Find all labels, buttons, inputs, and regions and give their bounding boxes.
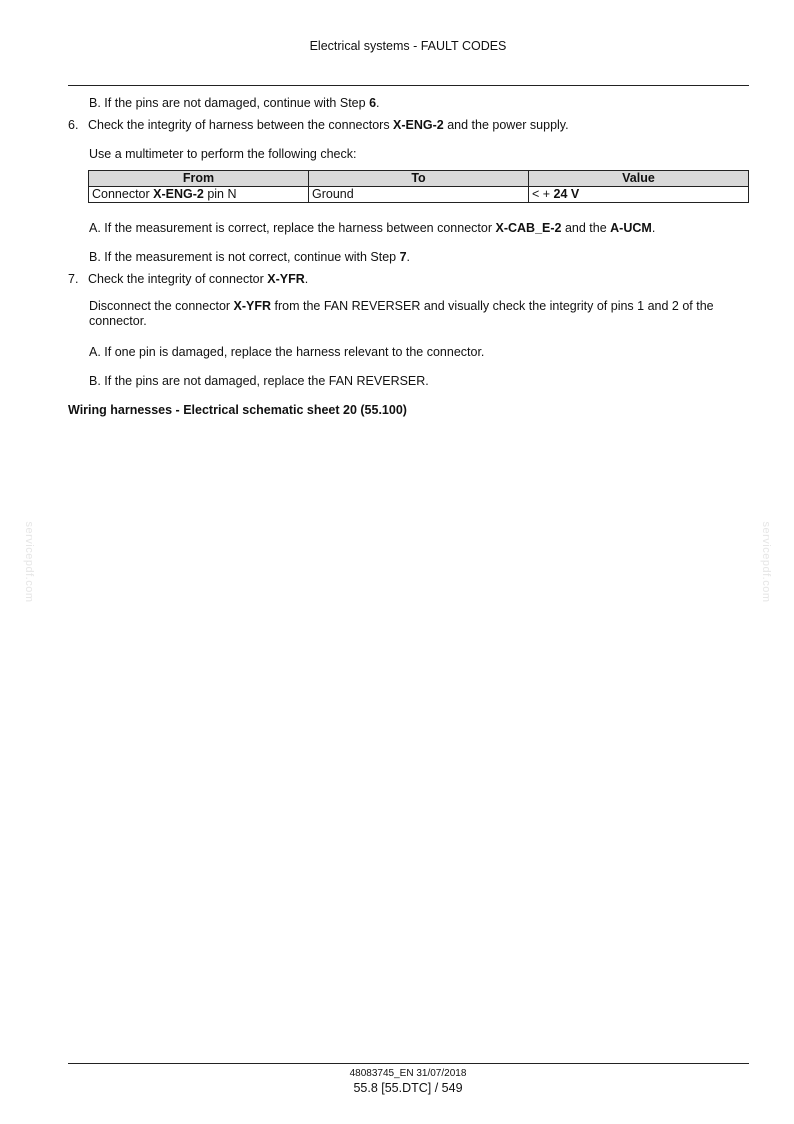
page-number: 55.8 [55.DTC] / 549 xyxy=(353,1081,463,1095)
option-text: If the pins are not damaged, continue with Step xyxy=(104,96,370,110)
step-6-option-b: B. If the measurement is not correct, continue with Step 7. xyxy=(89,250,411,264)
option-marker: A. xyxy=(89,221,101,235)
step-6-heading: 6. Check the integrity of harness between the connectors X-ENG-2 and the power supply. xyxy=(68,118,569,132)
step-7-paragraph: Disconnect the connector X-YFR from the FAN REVERSER and visually check the integrity of pins 1 and 2 of the connector. xyxy=(89,299,714,328)
connector-label: X-CAB_E-2 xyxy=(495,221,562,235)
step-number: 7. xyxy=(68,272,79,286)
page-header-title: Electrical systems - FAULT CODES xyxy=(309,39,507,53)
column-header-value: Value xyxy=(529,171,749,187)
column-header-to: To xyxy=(309,171,529,187)
footer-divider xyxy=(68,1063,749,1064)
step-7-option-a: A. If one pin is damaged, replace the harness relevant to the connector. xyxy=(89,345,485,359)
multimeter-check-table xyxy=(88,170,749,203)
step-6-instruction: Use a multimeter to perform the following check: xyxy=(89,147,357,161)
connector-label: X-YFR xyxy=(267,272,305,286)
option-marker: B. xyxy=(89,250,101,264)
cell-from: Connector X-ENG-2 pin N xyxy=(89,187,309,203)
connector-label: X-YFR xyxy=(233,299,272,313)
cell-to: Ground xyxy=(309,187,529,203)
step-5-option-b: B. If the pins are not damaged, continue with Step 6. xyxy=(89,96,380,110)
cell-value: < + 24 V xyxy=(529,187,749,203)
step-reference: 6 xyxy=(369,96,377,110)
watermark-right: servicepdf.com xyxy=(760,521,773,603)
connector-label: X-ENG-2 xyxy=(393,118,444,132)
step-7-option-b: B. If the pins are not damaged, replace the FAN REVERSER. xyxy=(89,374,429,388)
column-header-from: From xyxy=(89,171,309,187)
option-marker: A. xyxy=(89,345,101,359)
step-7-heading: 7. Check the integrity of connector X-YFR. xyxy=(68,272,309,286)
watermark-left: servicepdf.com xyxy=(23,521,36,603)
step-6-option-a: A. If the measurement is correct, replace the harness between connector X-CAB_E-2 and the A-UCM. xyxy=(89,221,656,235)
schematic-reference-link[interactable]: Wiring harnesses - Electrical schematic sheet 20 (55.100) xyxy=(68,403,407,417)
connector-label: A-UCM xyxy=(610,221,652,235)
header-divider xyxy=(68,85,749,86)
option-marker: B. xyxy=(89,96,101,110)
option-marker: B. xyxy=(89,374,101,388)
step-reference: 7 xyxy=(399,250,407,264)
table-row xyxy=(89,187,749,203)
table-header-row xyxy=(89,171,749,187)
document-id: 48083745_EN 31/07/2018 xyxy=(349,1068,467,1079)
step-number: 6. xyxy=(68,118,79,132)
